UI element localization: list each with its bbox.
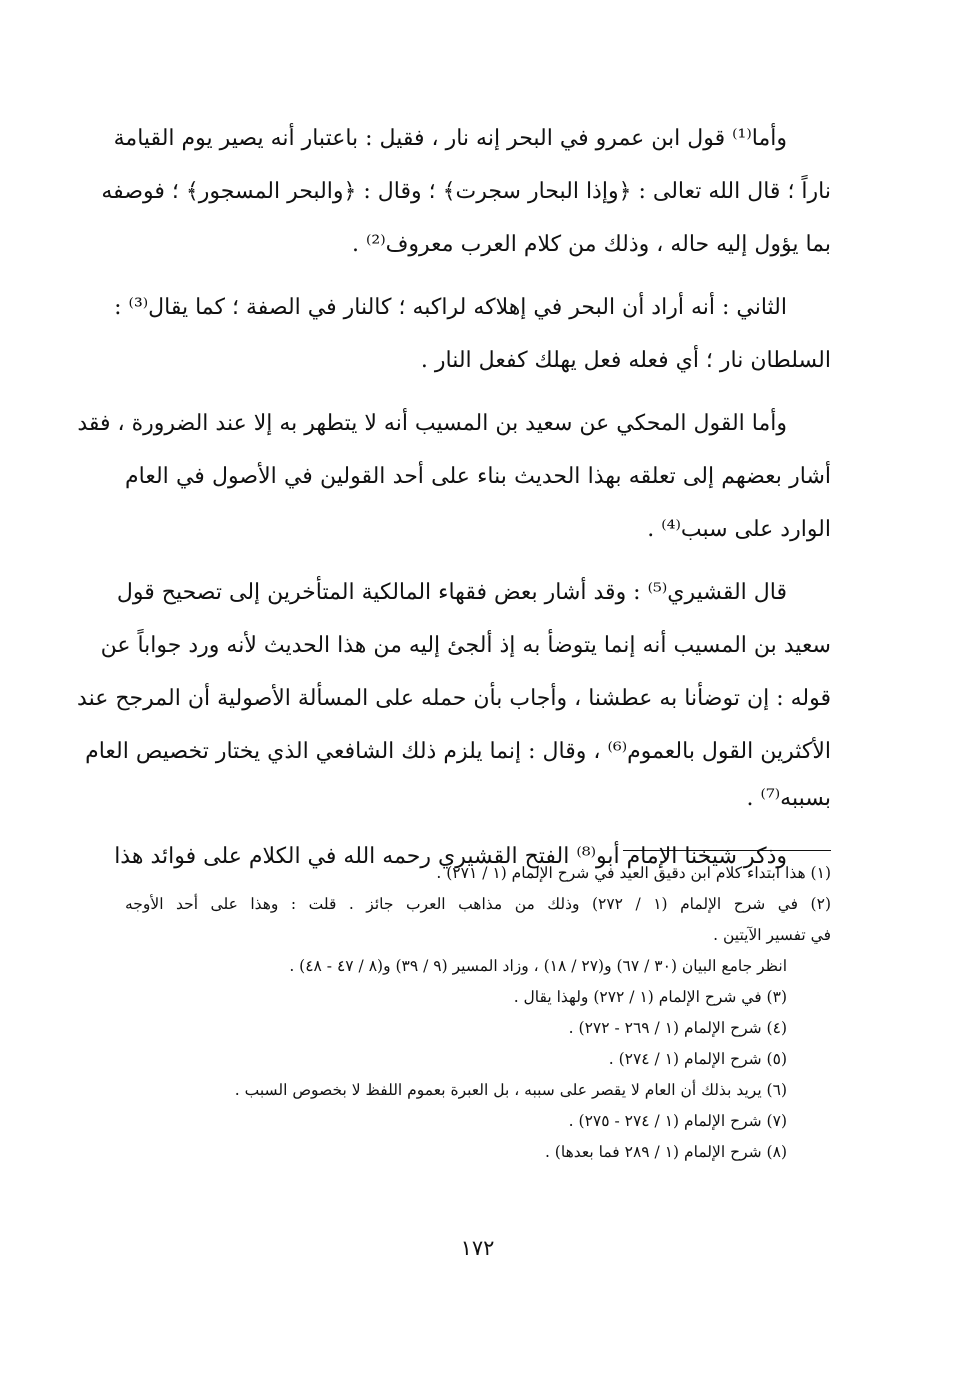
footnote-4: (٤) شرح الإلمام (١ / ٢٦٩ - ٢٧٢) . [568,1019,787,1037]
footnotes [125,858,831,1168]
text-line: وأما القول المحكي عن سعيد بن المسيب أنه لا يتطهر به إلا عند الضرورة ، فقد [77,411,787,436]
text-line: وأما⁽¹⁾ قول ابن عمرو في البحر إنه نار ، فقيل : باعتبار أنه يصير يوم القيامة [113,126,787,151]
footnote-2-reference: انظر جامع البيان (٣٠ / ٦٧) و(٢٧ / ١٨) ، وزاد المسير (٩ / ٣٩) و(٨ / ٤٧ - ٤٨) . [289,957,787,975]
text-line: أشار بعضهم إلى تعلقه بهذا الحديث بناء على أحد القولين في الأصول في العام [125,464,831,489]
paragraph-3 [77,397,831,556]
text-line: سعيد بن المسيب أنه إنما يتوضأ به إذ ألجئ إليه من هذا الحديث لأنه ورد جواباً عن [100,633,831,658]
text-line: بسببه⁽⁷⁾ . [746,786,831,811]
text-line: وذكر شيخنا الإمام أبو⁽⁸⁾ الفتح القشيري رحمه الله في الكلام على فوائد هذا [114,844,787,869]
footnote-3: (٣) في شرح الإلمام (١ / ٢٧٢) ولهذا يقال . [513,988,787,1006]
text-line: الأكثرين القول بالعموم⁽⁶⁾ ، وقال : إنما يلزم ذلك الشافعي الذي يختار تخصيص العام [85,739,831,764]
footnote-7: (٧) شرح الإلمام (١ / ٢٧٤ - ٢٧٥) . [568,1112,787,1130]
footnote-separator [623,850,831,851]
footnote-2-continued: في تفسير الآيتين . [713,926,831,944]
text-line: الثاني : أنه أراد أن البحر في إهلاكه لراكبه ؛ كالنار في الصفة ؛ كما يقال⁽³⁾ : [114,295,787,320]
text-line: الوارد على سبب⁽⁴⁾ . [647,517,831,542]
paragraph-4 [77,566,831,820]
footnote-8: (٨) شرح الإلمام (١ / ٢٨٩ فما بعدها) . [544,1143,787,1161]
footnote-2: (٢) في شرح الإلمام (١ / ٢٧٢) وذلك من مذاهب العرب جائز . قلت : وهذا على أحد الأوجه [125,895,831,913]
main-text [77,112,831,883]
text-line: قال القشيري⁽⁵⁾ : وقد أشار بعض فقهاء المالكية المتأخرين إلى تصحيح قول [116,580,787,605]
text-line: ناراً ؛ قال الله تعالى : ﴿وإذا البحار سجرت﴾ ؛ وقال : ﴿والبحر المسجور﴾ ؛ فوصفه [101,179,831,204]
footnote-6: (٦) يريد بذلك أن العام لا يقصر على سببه ، بل العبرة بعموم اللفظ لا بخصوص السبب . [234,1081,787,1099]
text-line: قوله : إن توضأنا به عطشنا ، وأجاب بأن حمله على المسألة الأصولية أن المرجح عند [77,686,831,711]
paragraph-2 [114,281,831,387]
footnote-1: (١) هذا ابتداء كلام ابن دقيق العيد في شرح الإلمام (١ / ٢٧١) . [436,864,831,882]
page-number: ١٧٢ [460,1236,495,1260]
text-line: السلطان نار ؛ أي فعله فعل يهلك كفعل النار . [420,348,831,373]
text-line: بما يؤول إليه حاله ، وذلك من كلام العرب معروف⁽²⁾ . [351,232,831,257]
paragraph-1 [101,112,831,271]
footnote-5: (٥) شرح الإلمام (١ / ٢٧٤) . [608,1050,787,1068]
